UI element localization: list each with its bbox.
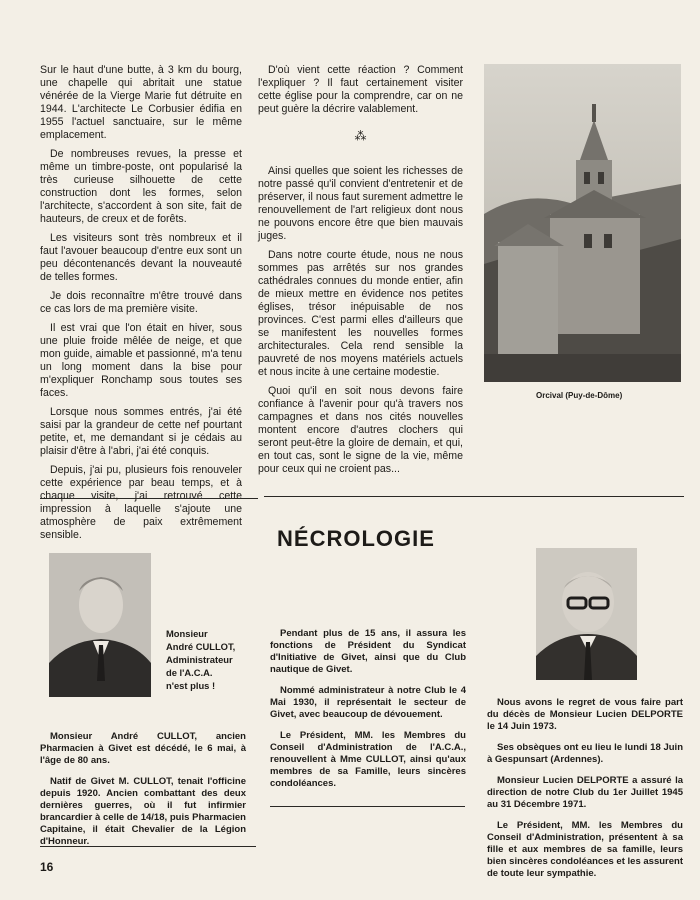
paragraph: Dans notre courte étude, nous ne nous sommes pas arrêtés sur nos grandes cathédrales connues du monde entier, afin de mieux mettre en évidence nos petites églises, trésor inépuisable de nos provinces. C'est parmi elles d'ailleurs que se manifestent les nouvelles formes architecturales. Cela rend sensible la pauvreté de nos moyens matériels actuels et nous incite à une certaine modestie.	[258, 249, 463, 378]
paragraph: Sur le haut d'une butte, à 3 km du bourg, une chapelle qui abritait une statue vénérée de la Vierge Marie fut détruite en 1944. L'architecte Le Corbusier édifia en 1955 l'actuel sanctuaire, sur le même emplacement.	[40, 64, 242, 141]
divider	[270, 806, 465, 807]
article-column-2	[258, 64, 463, 482]
divider	[40, 498, 258, 499]
heading-line: André CULLOT,	[166, 641, 236, 652]
photo-caption: Orcival (Puy-de-Dôme)	[536, 391, 623, 400]
heading-line: de l'A.C.A.	[166, 667, 213, 678]
paragraph: Le Président, MM. les Membres du Conseil d'Administration, présentent à sa fille et aux membres de sa famille, leurs bien sincères condoléances et les assurent de toute leur sympathie.	[487, 820, 683, 879]
paragraph: Nommé administrateur à notre Club le 4 Mai 1930, il représentait le secteur de Givet, avec beaucoup de dévouement.	[270, 685, 466, 720]
cullot-obituary	[40, 731, 246, 857]
heading-line: Monsieur	[166, 628, 208, 639]
paragraph: Pendant plus de 15 ans, il assura les fonctions de Président du Syndicat d'Initiative de Givet, ainsi que du Club nautique de Givet.	[270, 628, 466, 675]
paragraph: Quoi qu'il en soit nous devons faire confiance à l'avenir pour qu'à travers nos campagnes et dans nos cités nouvelles montent encore d'autres clochers qui seront peut-être la gloire de demain, et qui, en tout cas, sont le signe de la vie, même pour ceux qui ne croient pas...	[258, 385, 463, 475]
paragraph: Ainsi quelles que soient les richesses de notre passé qu'il convient d'entretenir et de préserver, il nous faut surement admettre le renouvellement de l'art religieux dont nous ne pouvons encore être que bien mauvais juges.	[258, 165, 463, 242]
divider	[264, 496, 684, 497]
paragraph: De nombreuses revues, la presse et même un timbre-poste, ont popularisé la très curieuse silhouette de cette construction dont les formes, selon l'architecte, s'accordent à son site, fait de hauteurs, de creux et de forêts.	[40, 148, 242, 225]
church-photo	[484, 64, 681, 382]
cullot-heading	[166, 627, 256, 692]
paragraph: Monsieur André CULLOT, ancien Pharmacien à Givet est décédé, le 6 mai, à l'âge de 80 ans.	[40, 731, 246, 766]
paragraph: Il est vrai que l'on était en hiver, sous une pluie froide mêlée de neige, et que mon guide, aimable et passionné, m'a tenu un long moment dans la bise pour m'expliquer Ronchamp sous toutes ses faces.	[40, 322, 242, 399]
paragraph: Les visiteurs sont très nombreux et il faut l'avouer beaucoup d'entre eux sont un peu décontenancés devant la nouveauté de telles formes.	[40, 232, 242, 283]
divider	[40, 846, 256, 847]
paragraph: Lorsque nous sommes entrés, j'ai été saisi par la grandeur de cette nef pourtant petite, et, me demandant si je cédais au plaisir d'être à l'abri, j'ai été conquis.	[40, 406, 242, 457]
section-title: NÉCROLOGIE	[277, 526, 435, 551]
paragraph: Le Président, MM. les Membres du Conseil d'Administration de l'A.C.A., renouvellent à Mme CULLOT, ainsi qu'aux membres de sa Famille, leurs sincères condoléances.	[270, 730, 466, 789]
cullot-obituary-continued	[270, 628, 466, 799]
delporte-obituary	[487, 697, 683, 889]
heading-line: Administrateur	[166, 654, 233, 665]
page-number: 16	[40, 860, 54, 874]
portrait-andre-cullot	[49, 553, 151, 697]
paragraph: Monsieur Lucien DELPORTE a assuré la direction de notre Club du 1er Juillet 1945 au 31 Décembre 1971.	[487, 775, 683, 810]
section-separator: ⁂	[354, 129, 367, 143]
paragraph: Depuis, j'ai pu, plusieurs fois renouveler cette expérience par beau temps, et à chaque visite, j'ai retrouvé cette impression à laquelle s'ajoute une atmosphère de paix extrêmement sensible.	[40, 464, 242, 541]
portrait-lucien-delporte	[536, 548, 637, 680]
article-column-1	[40, 64, 242, 548]
paragraph: Natif de Givet M. CULLOT, tenait l'officine depuis 1920. Ancien combattant des deux dernières guerres, où il fut infirmier brancardier à celle de 14/18, puis Pharmacien Capitaine, il était Chevalier de la Légion d'Honneur.	[40, 776, 246, 847]
paragraph: Ses obsèques ont eu lieu le lundi 18 Juin à Gespunsart (Ardennes).	[487, 742, 683, 765]
heading-line: n'est plus !	[166, 680, 216, 691]
paragraph: Nous avons le regret de vous faire part du décès de Monsieur Lucien DELPORTE le 14 Juin 1973.	[487, 697, 683, 732]
paragraph: Je dois reconnaître m'être trouvé dans ce cas lors de ma première visite.	[40, 290, 242, 315]
paragraph: D'où vient cette réaction ? Comment l'expliquer ? Il faut certainement visiter cette église pour la comprendre, car on ne peut guère la décrire valablement.	[258, 64, 463, 115]
